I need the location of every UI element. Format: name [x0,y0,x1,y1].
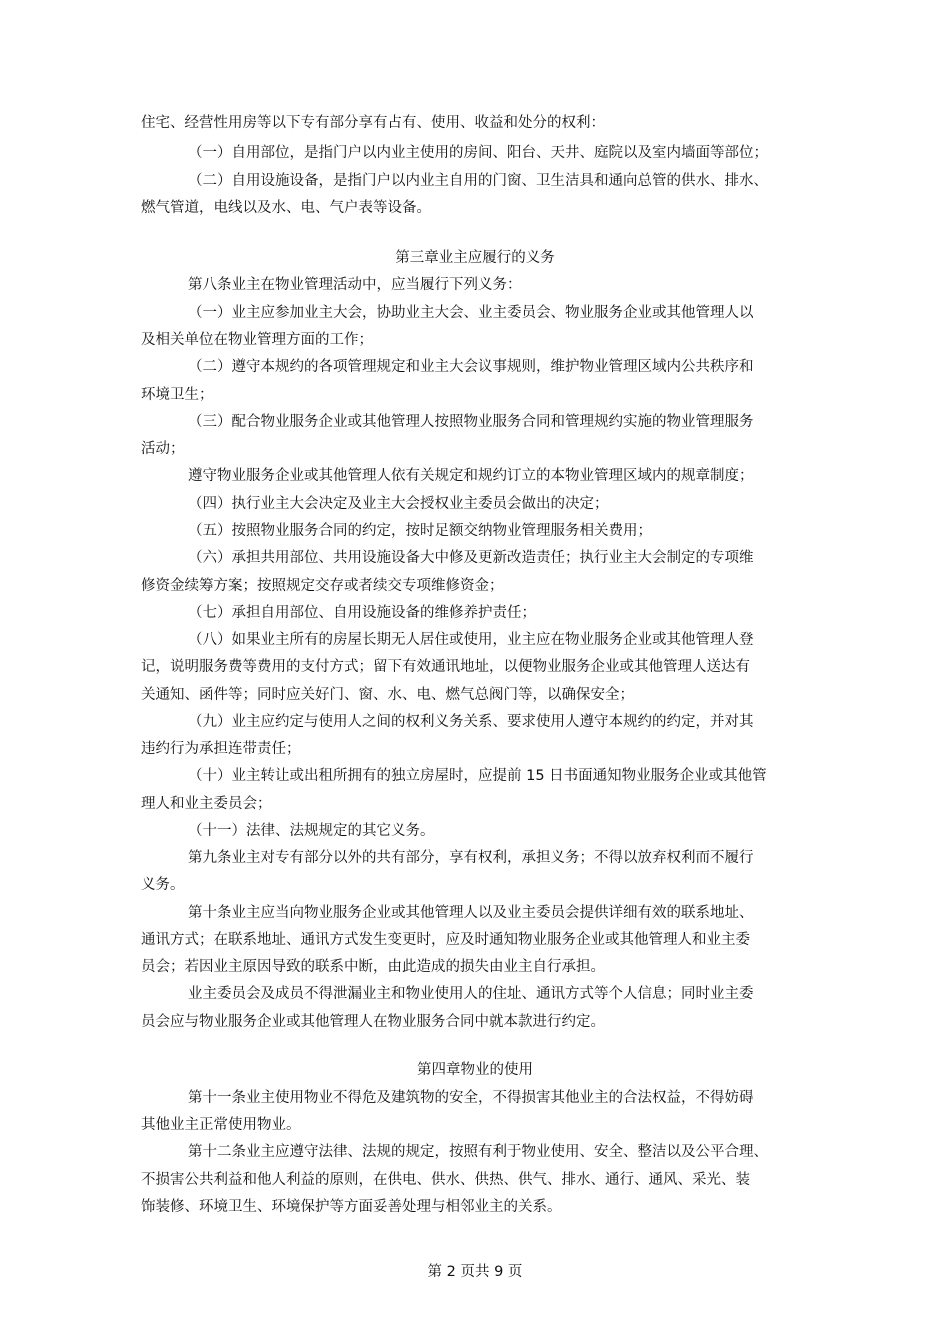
paragraph-line: 理人和业主委员会； [141,796,272,812]
paragraph-line: 饰装修、环境卫生、环境保护等方面妥善处理与相邻业主的关系。 [141,1199,562,1215]
paragraph-line: （四）执行业主大会决定及业主大会授权业主委员会做出的决定； [188,496,609,512]
paragraph-line: 活动； [141,441,185,457]
paragraph-line: （一）业主应参加业主大会，协助业主大会、业主委员会、物业服务企业或其他管理人以 [188,305,754,321]
paragraph-line: （八）如果业主所有的房屋长期无人居住或使用，业主应在物业服务企业或其他管理人登 [188,632,754,648]
paragraph-line: 义务。 [141,877,185,893]
paragraph-line: 员会应与物业服务企业或其他管理人在物业服务合同中就本款进行约定。 [141,1014,605,1030]
paragraph-line: 通讯方式；在联系地址、通讯方式发生变更时，应及时通知物业服务企业或其他管理人和业主委 [141,932,750,948]
paragraph-line: 记，说明服务费等费用的支付方式；留下有效通讯地址，以便物业服务企业或其他管理人送达有 [141,659,750,675]
paragraph-line: 燃气管道，电线以及水、电、气户表等设备。 [141,200,431,216]
paragraph-line: 违约行为承担连带责任； [141,741,301,757]
paragraph-line: （六）承担共用部位、共用设施设备大中修及更新改造责任；执行业主大会制定的专项维 [188,550,754,566]
paragraph-line: （十一）法律、法规规定的其它义务。 [188,823,435,839]
paragraph-line: 修资金续筹方案；按照规定交存或者续交专项维修资金； [141,578,504,594]
paragraph-line: 其他业主正常使用物业。 [141,1117,301,1133]
paragraph-line: 环境卫生； [141,387,214,403]
paragraph-line: 遵守物业服务企业或其他管理人依有关规定和规约订立的本物业管理区域内的规章制度； [188,468,754,484]
paragraph-line: 第十一条业主使用物业不得危及建筑物的安全，不得损害其他业主的合法权益，不得妨碍 [188,1090,754,1106]
paragraph-line: （七）承担自用部位、自用设施设备的维修养护责任； [188,605,536,621]
paragraph-line: （二）遵守本规约的各项管理规定和业主大会议事规则，维护物业管理区域内公共秩序和 [188,359,754,375]
page-number: 第 2 页共 9 页 [427,1264,523,1280]
paragraph-line: 第九条业主对专有部分以外的共有部分，享有权利，承担义务；不得以放弃权利而不履行 [188,850,754,866]
paragraph-line: 第十条业主应当向物业服务企业或其他管理人以及业主委员会提供详细有效的联系地址、 [188,905,754,921]
paragraph-line: （九）业主应约定与使用人之间的权利义务关系、要求使用人遵守本规约的约定，并对其 [188,714,754,730]
chapter-title: 第三章业主应履行的义务 [395,250,555,266]
paragraph-line: 不损害公共利益和他人利益的原则，在供电、供水、供热、供气、排水、通行、通风、采光、装 [141,1172,750,1188]
paragraph-line: （十）业主转让或出租所拥有的独立房屋时，应提前 15 日书面通知物业服务企业或其他管 [188,768,767,784]
paragraph-line: （二）自用设施设备，是指门户以内业主自用的门窗、卫生洁具和通向总管的供水、排水、 [188,173,768,189]
chapter-title: 第四章物业的使用 [417,1062,533,1078]
paragraph-line: 及相关单位在物业管理方面的工作； [141,332,373,348]
paragraph-line: （五）按照物业服务合同的约定，按时足额交纳物业管理服务相关费用； [188,523,652,539]
paragraph-line: 员会；若因业主原因导致的联系中断，由此造成的损失由业主自行承担。 [141,959,605,975]
paragraph-line: （三）配合物业服务企业或其他管理人按照物业服务合同和管理规约实施的物业管理服务 [188,414,754,430]
paragraph-line: 住宅、经营性用房等以下专有部分享有占有、使用、收益和处分的权利： [141,115,605,131]
paragraph-line: （一）自用部位，是指门户以内业主使用的房间、阳台、天井、庭院以及室内墙面等部位； [188,145,768,161]
paragraph-line: 关通知、函件等；同时应关好门、窗、水、电、燃气总阀门等，以确保安全； [141,687,634,703]
paragraph-line: 第十二条业主应遵守法律、法规的规定，按照有利于物业使用、安全、整洁以及公平合理、 [188,1144,768,1160]
paragraph-line: 第八条业主在物业管理活动中，应当履行下列义务： [188,277,522,293]
paragraph-line: 业主委员会及成员不得泄漏业主和物业使用人的住址、通讯方式等个人信息；同时业主委 [188,986,754,1002]
